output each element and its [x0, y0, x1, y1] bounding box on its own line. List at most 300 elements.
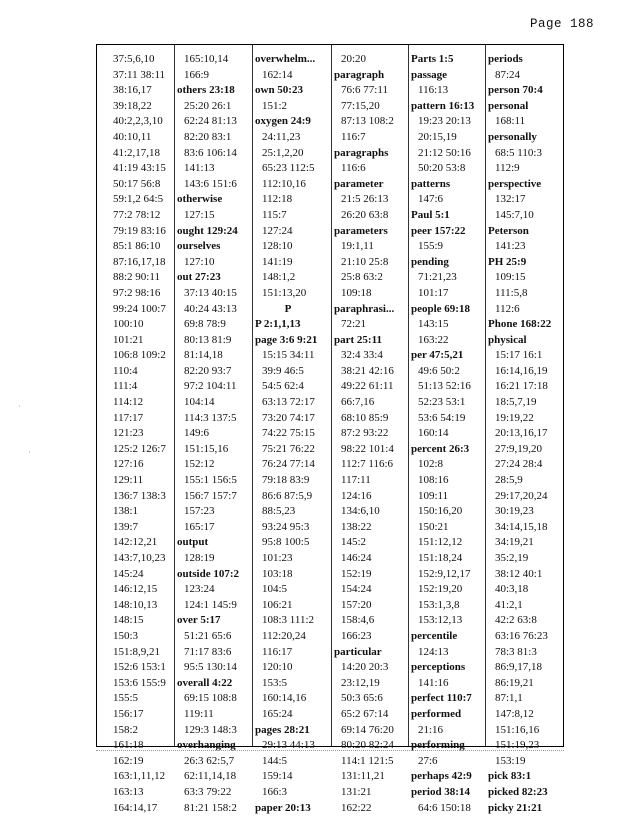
index-locator: 93:24 95:3 — [255, 520, 331, 536]
index-locator: 152:6 153:1 — [106, 660, 174, 676]
index-locator: 108:16 — [411, 473, 485, 489]
index-term: Paul 5:1 — [411, 208, 485, 224]
bottom-rule — [96, 750, 564, 751]
index-locator: 168:11 — [488, 114, 563, 130]
index-locator: 29:13 44:13 — [255, 738, 331, 754]
index-locator: 153:12,13 — [411, 613, 485, 629]
index-locator: 95:8 100:5 — [255, 535, 331, 551]
index-locator: 79:19 83:16 — [106, 224, 174, 240]
index-locator: 20:15,19 — [411, 130, 485, 146]
index-locator: 116:17 — [255, 645, 331, 661]
index-locator: 114:3 137:5 — [177, 411, 252, 427]
index-locator: 41:2,1 — [488, 598, 563, 614]
index-locator: 77:15,20 — [334, 99, 408, 115]
index-term: percentile — [411, 629, 485, 645]
column-separator — [252, 45, 253, 746]
index-locator: 86:9,17,18 — [488, 660, 563, 676]
index-locator: 74:22 75:15 — [255, 426, 331, 442]
index-locator: 71:17 83:6 — [177, 645, 252, 661]
index-locator: 124:16 — [334, 489, 408, 505]
index-locator: 65:23 112:5 — [255, 161, 331, 177]
index-locator: 106:21 — [255, 598, 331, 614]
index-locator: 116:6 — [334, 161, 408, 177]
index-locator: 32:4 33:4 — [334, 348, 408, 364]
index-locator: 104:5 — [255, 582, 331, 598]
index-locator: 162:14 — [255, 68, 331, 84]
index-locator: 95:5 130:14 — [177, 660, 252, 676]
index-locator: 151:16,16 — [488, 723, 563, 739]
index-locator: 39:18,22 — [106, 99, 174, 115]
index-locator: 141:13 — [177, 161, 252, 177]
index-locator: 20:13,16,17 — [488, 426, 563, 442]
index-locator: 68:5 110:3 — [488, 146, 563, 162]
index-term: ought 129:24 — [177, 224, 252, 240]
index-term: personally — [488, 130, 563, 146]
index-term: PH 25:9 — [488, 255, 563, 271]
index-term: paraphrasi... — [334, 302, 408, 318]
index-term: pages 28:21 — [255, 723, 331, 739]
index-locator: 104:14 — [177, 395, 252, 411]
index-locator: 152:19 — [334, 567, 408, 583]
index-term: picky 21:21 — [488, 801, 563, 816]
index-locator: 19:23 20:13 — [411, 114, 485, 130]
index-locator: 16:14,16,19 — [488, 364, 563, 380]
index-locator: 162:19 — [106, 754, 174, 770]
index-locator: 15:15 34:11 — [255, 348, 331, 364]
index-term: Peterson — [488, 224, 563, 240]
page-label: Page 188 — [530, 17, 594, 31]
index-locator: 155:5 — [106, 691, 174, 707]
index-locator: 88:5,23 — [255, 504, 331, 520]
index-locator: 35:2,19 — [488, 551, 563, 567]
index-locator: 21:5 26:13 — [334, 192, 408, 208]
index-locator: 53:6 54:19 — [411, 411, 485, 427]
index-locator: 51:21 65:6 — [177, 629, 252, 645]
index-term: ourselves — [177, 239, 252, 255]
index-locator: 50:3 65:6 — [334, 691, 408, 707]
index-locator: 155:1 156:5 — [177, 473, 252, 489]
index-term: perhaps 42:9 — [411, 769, 485, 785]
index-locator: 85:1 86:10 — [106, 239, 174, 255]
index-column-3 — [255, 47, 331, 746]
index-term: page 3:6 9:21 — [255, 333, 331, 349]
index-locator: 52:23 53:1 — [411, 395, 485, 411]
index-locator: 26:20 63:8 — [334, 208, 408, 224]
index-term: passage — [411, 68, 485, 84]
index-locator: 39:9 46:5 — [255, 364, 331, 380]
index-term: others 23:18 — [177, 83, 252, 99]
index-locator: 72:21 — [334, 317, 408, 333]
index-locator: 101:23 — [255, 551, 331, 567]
index-locator: 76:6 77:11 — [334, 83, 408, 99]
index-locator: 21:12 50:16 — [411, 146, 485, 162]
index-locator: 160:14,16 — [255, 691, 331, 707]
index-term: perspective — [488, 177, 563, 193]
index-locator: 23:12,19 — [334, 676, 408, 692]
index-locator: 103:18 — [255, 567, 331, 583]
index-term: overall 4:22 — [177, 676, 252, 692]
index-locator: 87:16,17,18 — [106, 255, 174, 271]
index-locator: 138:22 — [334, 520, 408, 536]
index-term: picked 82:23 — [488, 785, 563, 801]
index-locator: 82:20 93:7 — [177, 364, 252, 380]
index-locator: 83:6 106:14 — [177, 146, 252, 162]
index-locator: 82:20 83:1 — [177, 130, 252, 146]
index-locator: 153:19 — [488, 754, 563, 770]
index-term: output — [177, 535, 252, 551]
index-locator: 142:12,21 — [106, 535, 174, 551]
index-locator: 134:6,10 — [334, 504, 408, 520]
index-locator: 164:14,17 — [106, 801, 174, 816]
index-term: P 2:1,1,13 — [255, 317, 331, 333]
index-locator: 127:10 — [177, 255, 252, 271]
index-locator: 120:10 — [255, 660, 331, 676]
section-letter: P — [255, 302, 331, 318]
index-locator: 111:5,8 — [488, 286, 563, 302]
index-locator: 86:6 87:5,9 — [255, 489, 331, 505]
index-locator: 27:24 28:4 — [488, 457, 563, 473]
index-locator: 145:7,10 — [488, 208, 563, 224]
index-locator: 145:2 — [334, 535, 408, 551]
index-locator: 123:24 — [177, 582, 252, 598]
index-locator: 162:22 — [334, 801, 408, 816]
index-locator: 152:12 — [177, 457, 252, 473]
index-locator: 97:2 104:11 — [177, 379, 252, 395]
index-locator: 163:22 — [411, 333, 485, 349]
index-locator: 151:13,20 — [255, 286, 331, 302]
index-locator: 97:2 98:16 — [106, 286, 174, 302]
index-locator: 21:10 25:8 — [334, 255, 408, 271]
index-locator: 165:17 — [177, 520, 252, 536]
index-locator: 151:12,12 — [411, 535, 485, 551]
index-locator: 15:17 16:1 — [488, 348, 563, 364]
index-locator: 62:24 81:13 — [177, 114, 252, 130]
index-locator: 30:19,23 — [488, 504, 563, 520]
index-locator: 25:8 63:2 — [334, 270, 408, 286]
index-locator: 112:7 116:6 — [334, 457, 408, 473]
index-locator: 98:22 101:4 — [334, 442, 408, 458]
index-locator: 157:20 — [334, 598, 408, 614]
index-locator: 128:19 — [177, 551, 252, 567]
index-locator: 157:23 — [177, 504, 252, 520]
index-locator: 27:9,19,20 — [488, 442, 563, 458]
index-locator: 80:13 81:9 — [177, 333, 252, 349]
index-term: performing — [411, 738, 485, 754]
index-locator: 145:24 — [106, 567, 174, 583]
index-term: oxygen 24:9 — [255, 114, 331, 130]
index-locator: 160:14 — [411, 426, 485, 442]
index-term: pending — [411, 255, 485, 271]
index-locator: 114:12 — [106, 395, 174, 411]
index-term: periods — [488, 52, 563, 68]
index-locator: 132:17 — [488, 192, 563, 208]
column-separator — [331, 45, 332, 746]
index-locator: 127:24 — [255, 224, 331, 240]
index-locator: 147:8,12 — [488, 707, 563, 723]
index-locator: 163:13 — [106, 785, 174, 801]
index-locator: 99:24 100:7 — [106, 302, 174, 318]
index-locator: 116:7 — [334, 130, 408, 146]
index-locator: 121:23 — [106, 426, 174, 442]
index-locator: 21:16 — [411, 723, 485, 739]
index-locator: 65:2 67:14 — [334, 707, 408, 723]
index-locator: 163:1,11,12 — [106, 769, 174, 785]
index-locator: 75:21 76:22 — [255, 442, 331, 458]
index-locator: 59:1,2 64:5 — [106, 192, 174, 208]
index-term: particular — [334, 645, 408, 661]
index-locator: 166:3 — [255, 785, 331, 801]
index-locator: 117:17 — [106, 411, 174, 427]
index-locator: 49:22 61:11 — [334, 379, 408, 395]
index-locator: 37:11 38:11 — [106, 68, 174, 84]
column-separator — [485, 45, 486, 746]
index-locator: 87:13 108:2 — [334, 114, 408, 130]
index-locator: 112:6 — [488, 302, 563, 318]
index-locator: 152:9,12,17 — [411, 567, 485, 583]
index-term: Phone 168:22 — [488, 317, 563, 333]
index-locator: 148:10,13 — [106, 598, 174, 614]
index-locator: 124:1 145:9 — [177, 598, 252, 614]
index-term: percent 26:3 — [411, 442, 485, 458]
index-locator: 143:7,10,23 — [106, 551, 174, 567]
index-locator: 40:24 43:13 — [177, 302, 252, 318]
index-locator: 155:9 — [411, 239, 485, 255]
index-locator: 115:7 — [255, 208, 331, 224]
index-locator: 87:1,1 — [488, 691, 563, 707]
index-locator: 141:16 — [411, 676, 485, 692]
index-locator: 78:3 81:3 — [488, 645, 563, 661]
index-locator: 129:3 148:3 — [177, 723, 252, 739]
index-locator: 109:15 — [488, 270, 563, 286]
index-locator: 24:11,23 — [255, 130, 331, 146]
index-locator: 27:6 — [411, 754, 485, 770]
index-locator: 86:19,21 — [488, 676, 563, 692]
index-locator: 127:16 — [106, 457, 174, 473]
index-term: out 27:23 — [177, 270, 252, 286]
index-locator: 139:7 — [106, 520, 174, 536]
index-locator: 16:21 17:18 — [488, 379, 563, 395]
index-locator: 88:2 90:11 — [106, 270, 174, 286]
index-locator: 110:4 — [106, 364, 174, 380]
index-locator: 40:10,11 — [106, 130, 174, 146]
index-locator: 149:6 — [177, 426, 252, 442]
index-locator: 64:6 150:18 — [411, 801, 485, 816]
index-column-5 — [411, 47, 485, 746]
index-locator: 40:2,2,3,10 — [106, 114, 174, 130]
index-locator: 40:3,18 — [488, 582, 563, 598]
index-locator: 144:5 — [255, 754, 331, 770]
index-locator: 166:23 — [334, 629, 408, 645]
index-locator: 131:11,21 — [334, 769, 408, 785]
index-locator: 153:1,3,8 — [411, 598, 485, 614]
index-locator: 154:24 — [334, 582, 408, 598]
index-locator: 156:17 — [106, 707, 174, 723]
index-locator: 146:24 — [334, 551, 408, 567]
index-locator: 80:20 82:24 — [334, 738, 408, 754]
index-locator: 136:7 138:3 — [106, 489, 174, 505]
index-locator: 119:11 — [177, 707, 252, 723]
index-locator: 76:24 77:14 — [255, 457, 331, 473]
index-locator: 102:8 — [411, 457, 485, 473]
index-locator: 42:2 63:8 — [488, 613, 563, 629]
index-term: over 5:17 — [177, 613, 252, 629]
index-locator: 77:2 78:12 — [106, 208, 174, 224]
index-locator: 87:2 93:22 — [334, 426, 408, 442]
index-term: parameters — [334, 224, 408, 240]
index-term: perceptions — [411, 660, 485, 676]
index-locator: 158:4,6 — [334, 613, 408, 629]
index-locator: 49:6 50:2 — [411, 364, 485, 380]
index-locator: 153:5 — [255, 676, 331, 692]
index-locator: 25:1,2,20 — [255, 146, 331, 162]
index-locator: 143:15 — [411, 317, 485, 333]
index-term: part 25:11 — [334, 333, 408, 349]
index-locator: 166:9 — [177, 68, 252, 84]
index-locator: 112:10,16 — [255, 177, 331, 193]
index-locator: 63:3 79:22 — [177, 785, 252, 801]
index-locator: 101:17 — [411, 286, 485, 302]
index-locator: 131:21 — [334, 785, 408, 801]
index-locator: 124:13 — [411, 645, 485, 661]
index-locator: 50:20 53:8 — [411, 161, 485, 177]
index-locator: 100:10 — [106, 317, 174, 333]
index-locator: 62:11,14,18 — [177, 769, 252, 785]
column-separator — [408, 45, 409, 746]
index-locator: 148:1,2 — [255, 270, 331, 286]
index-locator: 112:20,24 — [255, 629, 331, 645]
index-column-1 — [106, 47, 174, 746]
index-term: patterns — [411, 177, 485, 193]
index-column-2 — [177, 47, 252, 746]
index-locator: 151:18,24 — [411, 551, 485, 567]
index-locator: 41:19 43:15 — [106, 161, 174, 177]
index-locator: 14:20 20:3 — [334, 660, 408, 676]
index-locator: 112:18 — [255, 192, 331, 208]
index-locator: 19:19,22 — [488, 411, 563, 427]
index-locator: 150:3 — [106, 629, 174, 645]
index-term: own 50:23 — [255, 83, 331, 99]
index-locator: 151:2 — [255, 99, 331, 115]
index-locator: 109:11 — [411, 489, 485, 505]
index-locator: 150:21 — [411, 520, 485, 536]
index-locator: 69:8 78:9 — [177, 317, 252, 333]
index-locator: 161:18 — [106, 738, 174, 754]
index-term: performed — [411, 707, 485, 723]
index-locator: 129:11 — [106, 473, 174, 489]
index-term: paragraph — [334, 68, 408, 84]
index-locator: 128:10 — [255, 239, 331, 255]
index-locator: 108:3 111:2 — [255, 613, 331, 629]
index-locator: 38:12 40:1 — [488, 567, 563, 583]
index-locator: 150:16,20 — [411, 504, 485, 520]
index-locator: 109:18 — [334, 286, 408, 302]
index-term: overwhelm... — [255, 52, 331, 68]
index-term: paragraphs — [334, 146, 408, 162]
index-locator: 68:10 85:9 — [334, 411, 408, 427]
index-term: overhanging — [177, 738, 252, 754]
index-locator: 117:11 — [334, 473, 408, 489]
index-locator: 37:5,6,10 — [106, 52, 174, 68]
index-term: perfect 110:7 — [411, 691, 485, 707]
index-locator: 37:13 40:15 — [177, 286, 252, 302]
index-locator: 41:2,17,18 — [106, 146, 174, 162]
index-term: Parts 1:5 — [411, 52, 485, 68]
index-locator: 19:1,11 — [334, 239, 408, 255]
index-term: people 69:18 — [411, 302, 485, 318]
margin-mark: · — [18, 402, 21, 411]
index-term: pick 83:1 — [488, 769, 563, 785]
index-locator: 50:17 56:8 — [106, 177, 174, 193]
index-locator: 34:19,21 — [488, 535, 563, 551]
index-locator: 125:2 126:7 — [106, 442, 174, 458]
column-separator — [174, 45, 175, 746]
index-locator: 106:8 109:2 — [106, 348, 174, 364]
index-locator: 112:9 — [488, 161, 563, 177]
index-locator: 26:3 62:5,7 — [177, 754, 252, 770]
index-locator: 111:4 — [106, 379, 174, 395]
index-locator: 158:2 — [106, 723, 174, 739]
index-locator: 101:21 — [106, 333, 174, 349]
index-locator: 38:16,17 — [106, 83, 174, 99]
index-locator: 79:18 83:9 — [255, 473, 331, 489]
index-locator: 159:14 — [255, 769, 331, 785]
index-term: per 47:5,21 — [411, 348, 485, 364]
index-locator: 156:7 157:7 — [177, 489, 252, 505]
margin-mark: · — [28, 448, 31, 457]
index-locator: 66:7,16 — [334, 395, 408, 411]
index-term: otherwise — [177, 192, 252, 208]
index-locator: 138:1 — [106, 504, 174, 520]
index-locator: 69:15 108:8 — [177, 691, 252, 707]
index-locator: 151:15,16 — [177, 442, 252, 458]
index-locator: 29:17,20,24 — [488, 489, 563, 505]
index-locator: 151:19,23 — [488, 738, 563, 754]
index-locator: 116:13 — [411, 83, 485, 99]
index-locator: 69:14 76:20 — [334, 723, 408, 739]
index-locator: 148:15 — [106, 613, 174, 629]
index-locator: 71:21,23 — [411, 270, 485, 286]
index-locator: 146:12,15 — [106, 582, 174, 598]
index-term: paper 20:13 — [255, 801, 331, 816]
index-term: parameter — [334, 177, 408, 193]
index-locator: 28:5,9 — [488, 473, 563, 489]
index-locator: 114:1 121:5 — [334, 754, 408, 770]
index-term: physical — [488, 333, 563, 349]
index-locator: 141:23 — [488, 239, 563, 255]
index-locator: 73:20 74:17 — [255, 411, 331, 427]
index-column-4 — [334, 47, 408, 746]
index-locator: 143:6 151:6 — [177, 177, 252, 193]
index-term: outside 107:2 — [177, 567, 252, 583]
index-locator: 51:13 52:16 — [411, 379, 485, 395]
index-locator: 165:24 — [255, 707, 331, 723]
index-locator: 18:5,7,19 — [488, 395, 563, 411]
index-locator: 20:20 — [334, 52, 408, 68]
index-locator: 153:6 155:9 — [106, 676, 174, 692]
index-locator: 151:8,9,21 — [106, 645, 174, 661]
index-term: pattern 16:13 — [411, 99, 485, 115]
index-locator: 54:5 62:4 — [255, 379, 331, 395]
index-locator: 81:14,18 — [177, 348, 252, 364]
index-box — [96, 44, 564, 747]
index-locator: 87:24 — [488, 68, 563, 84]
index-term: peer 157:22 — [411, 224, 485, 240]
index-locator: 38:21 42:16 — [334, 364, 408, 380]
index-locator: 34:14,15,18 — [488, 520, 563, 536]
index-term: personal — [488, 99, 563, 115]
index-column-6 — [488, 47, 563, 746]
index-term: period 38:14 — [411, 785, 485, 801]
